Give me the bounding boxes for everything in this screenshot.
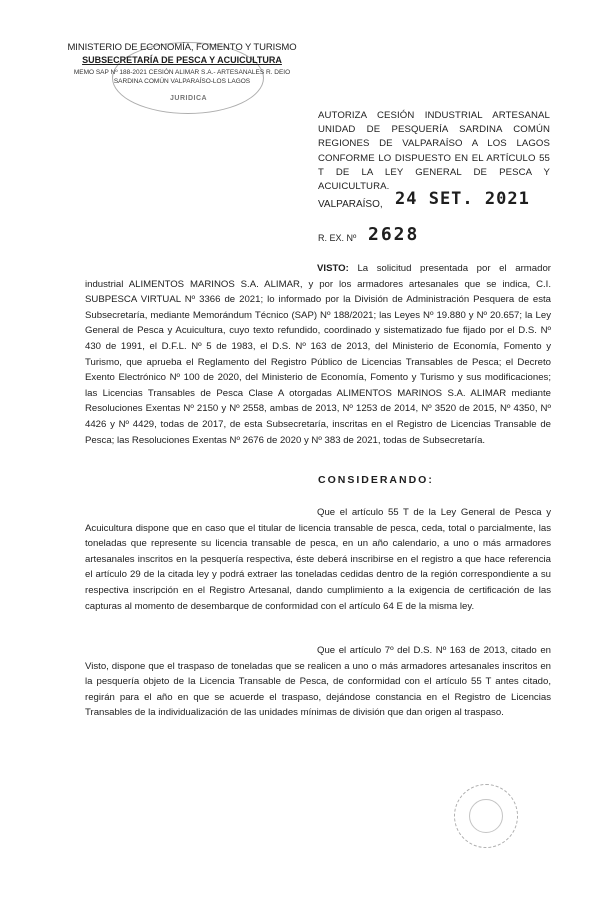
visto-label: VISTO: <box>317 263 349 274</box>
paragraph-1-text: Que el artículo 55 T de la Ley General de Pesca y Acuicultura dispone que en caso que el titular de licencia transable de pesca, ceda, total o parcialmente, las toneladas que represente su licencia transable de pesca, en un año calendario, a uno o más armadores artesanales inscritos en la pesquería respectiva, éste deberá inscribirse en el registro a que hace referencia el artículo 29 de la citada ley y podrá extraer las toneladas cedidas dentro de la región correspondiente a su respectiva inscripción en el Registro Artesanal, dando cumplimiento a la exigencia de certificación de las capturas al momento de desembarque de conformidad con el artículo 64 E de la misma ley. <box>85 507 551 612</box>
paragraph-2-text: Que el artículo 7º del D.S. Nº 163 de 2013, citado en Visto, dispone que el traspaso de toneladas que se realicen a uno o más armadores artesanales inscritos en la pesquería objeto de la Licencia Transable de Pesca, de conformidad con el artículo 55 T antes citado, regirán para el año en que se acuerde el traspaso, dejándose constancia en el Registro de Licencias Transables de la individualización de las unidades mínimas de división que dan origen al traspaso. <box>85 645 551 719</box>
considerando-heading: CONSIDERANDO: <box>318 474 434 486</box>
considerando-paragraph-1 <box>85 505 551 614</box>
place-label: VALPARAÍSO, <box>318 199 383 210</box>
memo-reference: MEMO SAP Nº 188-2021 CESIÓN ALIMAR S.A.- ARTESANALES R. DEIO <box>73 69 291 76</box>
visto-text: La solicitud presentada por el armador industrial ALIMENTOS MARINOS S.A. ALIMAR, y por los armadores artesanales que se indica, C.I. SUBPESCA VIRTUAL Nº 3366 de 2021; lo informado por la División de Administración Pesquera de esta Subsecretaría, mediante Memorándum Técnico (SAP) Nº 188/2021; las Leyes Nº 19.880 y Nº 20.657; la Ley General de Pesca y Acuicultura, cuyo texto refundido, coordinado y sistematizado fue fijado por el D.S. Nº 430 de 1991, el D.F.L. Nº 5 de 1983, el D.S. Nº 163 de 2013, del Ministerio de Economía, Fomento y Turismo, que aprueba el Reglamento del Registro Público de Licencias Transables de Pesca; el Decreto Exento Electrónico Nº 100 de 2020, del Ministerio de Economía, Fomento y Turismo y sus modificaciones; las Licencias Transables de Pesca Clase A otorgadas ALIMENTOS MARINOS S.A. ALIMAR mediante Resoluciones Exentas Nº 2150 y Nº 2558, ambas de 2013, Nº 1253 de 2014, Nº 3520 de 2015, Nº 4350, Nº 4426 y Nº 4429, todas de 2017, de esta Subsecretaría, inscritas en el Registro de Licencias Transable de Pesca; las Resoluciones Exentas Nº 2676 de 2020 y Nº 383 de 2021, todas de Subsecretaría. <box>85 263 551 446</box>
rex-number: 2628 <box>368 224 420 245</box>
ministry-name: MINISTERIO DE ECONOMÍA, FOMENTO Y TURISMO <box>67 42 297 53</box>
considerando-paragraph-2 <box>85 643 551 721</box>
resolution-title: AUTORIZA CESIÓN INDUSTRIAL ARTESANAL UNIDAD DE PESQUERÍA SARDINA COMÚN REGIONES DE VALPARAÍSO A LOS LAGOS CONFORME LO DISPUESTO EN EL ARTÍCULO 55 T DE LA LEY GENERAL DE PESCA Y ACUICULTURA. <box>318 110 550 193</box>
legal-stamp-label: JURIDICA <box>170 95 208 102</box>
letterhead <box>52 42 312 85</box>
visto-paragraph <box>85 261 551 448</box>
resolution-date: 24 SET. 2021 <box>395 189 530 209</box>
subsecretaria-name: SUBSECRETARÍA DE PESCA Y ACUICULTURA <box>82 55 282 65</box>
memo-reference-2: SARDINA COMÚN VALPARAÍSO-LOS LAGOS <box>113 78 251 85</box>
rex-label: R. EX. Nº <box>318 233 357 243</box>
official-seal-inner <box>469 799 503 833</box>
